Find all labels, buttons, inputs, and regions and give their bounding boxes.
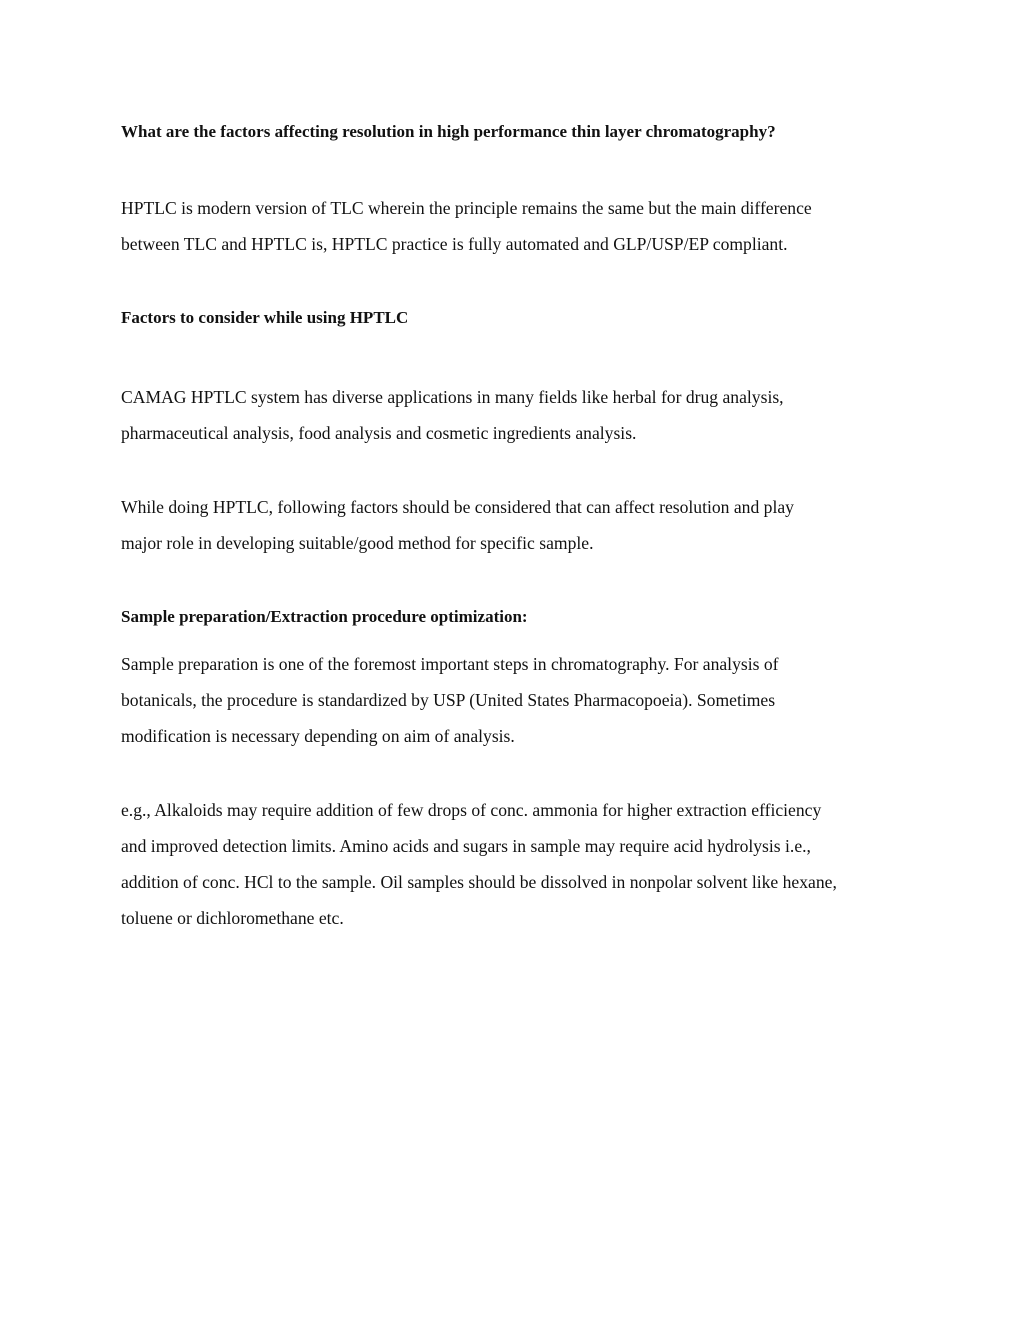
- camag-paragraph: [121, 379, 921, 451]
- example-paragraph: [121, 792, 921, 936]
- document-title: What are the factors affecting resolution in high performance thin layer chromatography?: [121, 122, 776, 141]
- sample-preparation-heading: Sample preparation/Extraction procedure optimization:: [121, 607, 528, 626]
- paragraph-line: Sample preparation is one of the foremost important steps in chromatography. For analysis of: [121, 654, 779, 674]
- while-doing-paragraph: [121, 489, 921, 561]
- paragraph-line: addition of conc. HCl to the sample. Oil samples should be dissolved in nonpolar solvent like hexane,: [121, 872, 837, 892]
- paragraph-line: e.g., Alkaloids may require addition of few drops of conc. ammonia for higher extraction efficiency: [121, 800, 822, 820]
- paragraph-line: CAMAG HPTLC system has diverse applications in many fields like herbal for drug analysis,: [121, 387, 784, 407]
- document-body: [121, 118, 921, 936]
- paragraph-line: between TLC and HPTLC is, HPTLC practice is fully automated and GLP/USP/EP compliant.: [121, 234, 788, 254]
- paragraph-line: toluene or dichloromethane etc.: [121, 908, 344, 928]
- paragraph-line: pharmaceutical analysis, food analysis and cosmetic ingredients analysis.: [121, 423, 637, 443]
- paragraph-line: modification is necessary depending on aim of analysis.: [121, 726, 515, 746]
- intro-paragraph: [121, 190, 921, 262]
- paragraph-line: HPTLC is modern version of TLC wherein the principle remains the same but the main difference: [121, 198, 812, 218]
- paragraph-line: and improved detection limits. Amino acids and sugars in sample may require acid hydrolysis i.e.,: [121, 836, 811, 856]
- paragraph-line: While doing HPTLC, following factors should be considered that can affect resolution and play: [121, 497, 794, 517]
- factors-heading: Factors to consider while using HPTLC: [121, 308, 409, 327]
- sample-preparation-paragraph: [121, 646, 921, 754]
- paragraph-line: botanicals, the procedure is standardized by USP (United States Pharmacopoeia). Sometimes: [121, 690, 776, 710]
- paragraph-line: major role in developing suitable/good method for specific sample.: [121, 533, 594, 553]
